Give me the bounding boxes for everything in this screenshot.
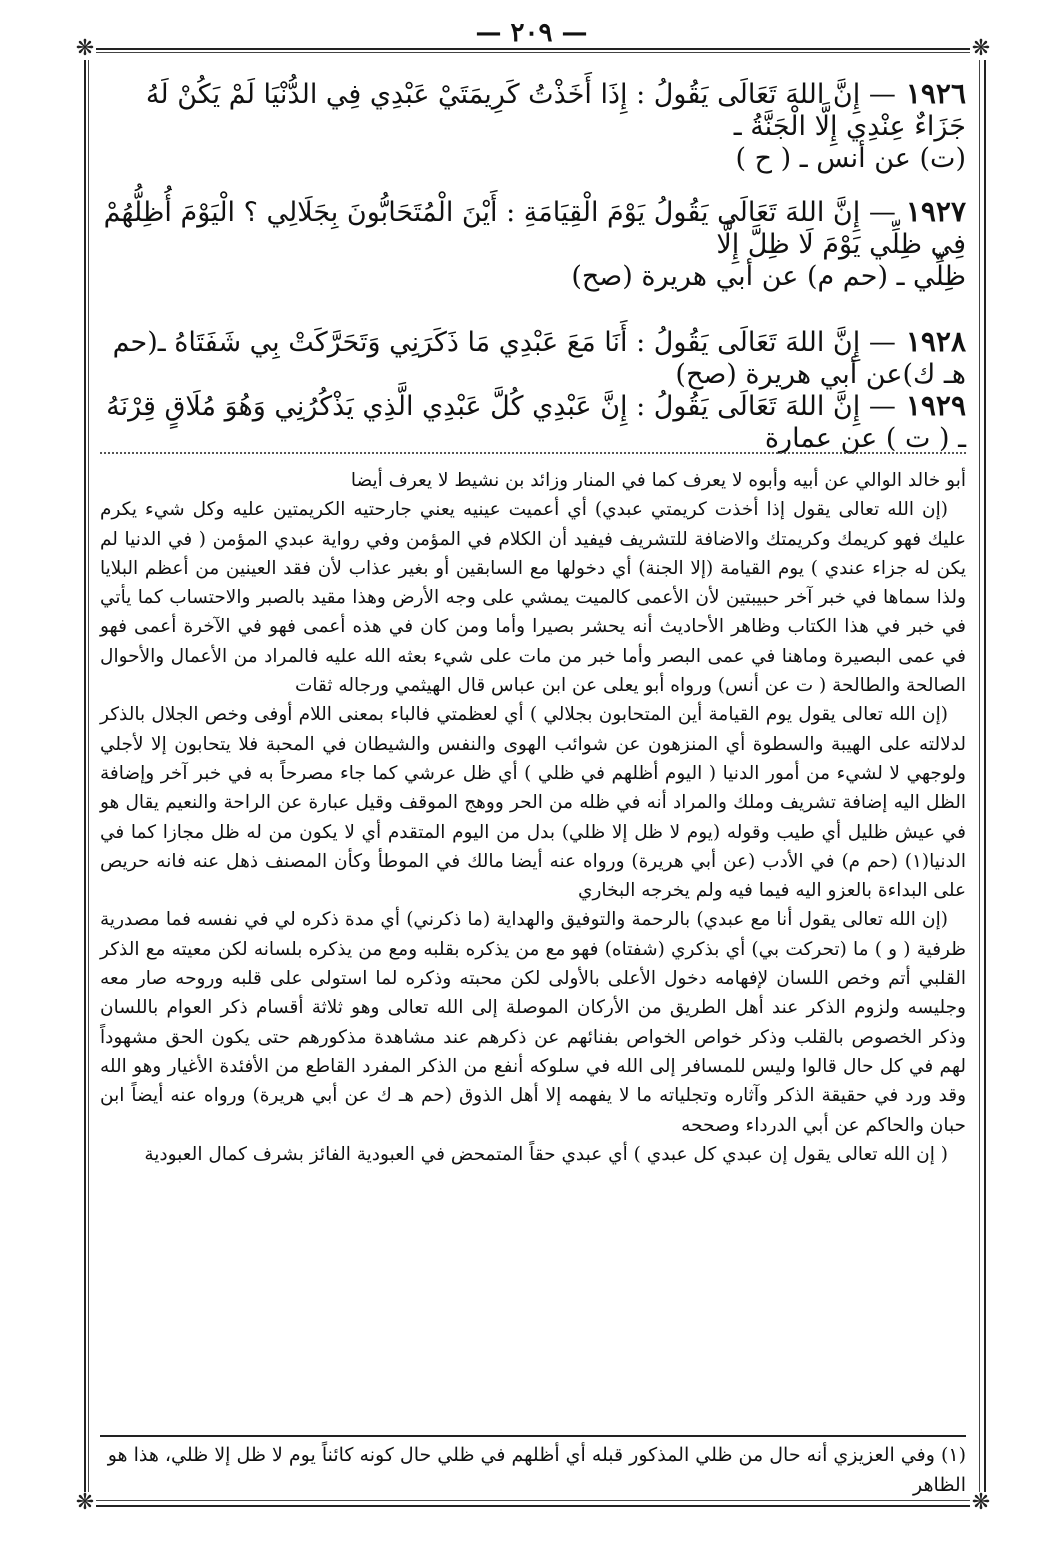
hadith-line: ظِلِّي ـ (حم م) عن أبي هريرة (صح) <box>571 261 966 292</box>
hadith-number: ١٩٢٧ <box>905 195 966 228</box>
footnote: (١) وفي العزيزي أنه حال من ظلي المذكور قبله أي أظلهم في ظلي حال كونه كائناً يوم لا ظل إلا ظلي، هذا هو الظاهر <box>107 1444 966 1496</box>
hadith-1929 <box>100 390 966 455</box>
hadith-text: — إِنَّ اللهَ تَعَالَى يَقُولُ : إِنَّ عَبْدِي كُلَّ عَبْدِي الَّذِي يَذْكُرُنِي وَهُوَ مُلَاقٍ قِرْنَهُ ـ ( ت ) عن عمارة <box>106 391 966 454</box>
hadith-text: — إِنَّ اللهَ تَعَالَى يَقُولُ : إِذَا أَخَذْتُ كَرِيمَتَيْ عَبْدِي فِي الدُّنْيَا لَمْ يَكُنْ لَهُ جَزَاءٌ عِنْدِي إِلَّا الْجَنَّةُ ـ <box>145 79 966 142</box>
commentary-paragraph: ( إن الله تعالى يقول إن عبدي كل عبدي ) أي عبدي حقاً المتمحض في العبودية الفائز بشرف كمال العبودية <box>144 1143 948 1165</box>
hadith-line <box>100 390 966 455</box>
footnote-rule <box>100 1435 966 1437</box>
hadith-number: ١٩٢٩ <box>905 389 966 422</box>
hadith-line <box>100 78 966 143</box>
corner-ornament-icon: ❋ <box>75 1490 95 1515</box>
section-divider <box>100 452 966 454</box>
corner-ornament-icon: ❋ <box>971 36 991 61</box>
page-number: — ٢٠٩ — <box>475 18 588 48</box>
commentary-section <box>100 466 966 1169</box>
hadith-number: ١٩٢٦ <box>905 77 966 110</box>
hadith-text: — إِنَّ اللهَ تَعَالَى يَقُولُ : أَنَا مَعَ عَبْدِي مَا ذَكَرَنِي وَتَحَرَّكَتْ بِي شَفَتَاهُ ـ(حم هـ ك)عن أبي هريرة (صح) <box>112 327 966 390</box>
commentary-paragraph: أبو خالد الوالي عن أبيه وأبوه لا يعرف كما في المنار وزائد بن نشيط لا يعرف أيضا <box>350 470 966 491</box>
hadith-1928 <box>100 326 966 391</box>
commentary-paragraph: (إن الله تعالى يقول إذا أخذت كريمتي عبدي) أي أعميت عينيه يعني جارحتيه الكريمتين عليه وكل شيء يكرم عليك فهو كريمك وكريمتك والاضافة للتشريف فيفيد أن الكلام في المؤمن وفي رواية عبدي المؤمن ( في الدنيا لم يكن له جزاء عندي ) يوم القيامة (إلا الجنة) أي دخولها مع السابقين أو بغير عذاب لأن فقد العينين من أعظم البلايا ولذا سماها في خبر آخر حبيبتين لأن الأعمى كالميت يمشي على وجه الأرض وهذا مقيد بالصبر والاحتساب كما يأتي في خبر في هذا الكتاب وظاهر الأحاديث أنه يحشر بصيرا وأما ومن كان في هذه أعمى فهو في الآخرة أعمى فهو في عمى البصيرة وماهنا في عمى البصر وأما خبر من مات على شيء بعثه الله عليه فالمراد من الأعمال والأحوال الصالحة والطالحة ( ت عن أنس) ورواه أبو يعلى عن ابن عباس قال الهيثمي ورجاله ثقات <box>100 499 966 697</box>
hadith-line <box>100 196 966 261</box>
commentary-paragraph: (إن الله تعالى يقول أنا مع عبدي) بالرحمة والتوفيق والهداية (ما ذكرني) أي مدة ذكره لي في نفسه فما مصدرية ظرفية ( و ) ما (تحركت بي) أي بذكري (شفتاه) فهو مع من يذكره بقلبه ومع من يذكره بلسانه لكن معيته مع الذكر القلبي أتم وخص اللسان لإفهامه دخول الأعلى بالأولى لكن محبته وذكره لما استولى على قلبه وروحه صار معه وجليسه ولزوم الذكر عند أهل الطريق من الأركان الموصلة إلى الله تعالى وهو ثلاثة أقسام ذكر العوام باللسان وذكر الخصوص بالقلب وذكر خواص الخواص بفنائهم عن ذكرهم عند مشاهدة مذكورهم حتى يكون الحق مشهوداً لهم في كل حال قالوا وليس للمسافر إلى الله في سلوكه أنفع من الذكر المفرد القاطع من الأفئدة الأغيار وهو الله وقد ورد في حقيقة الذكر وآثاره وتجلياته ما لا يفهمه إلا أهل الذوق (حم هـ ك عن أبي هريرة) ورواه عنه أيضاً ابن حبان والحاكم عن أبي الدرداء وصححه <box>100 909 966 1136</box>
hadith-1926 <box>100 78 966 183</box>
hadith-number: ١٩٢٨ <box>905 325 966 358</box>
hadith-line <box>100 326 966 391</box>
hadith-line: (ت) عن أنس ـ ( ح ) <box>735 143 966 174</box>
corner-ornament-icon: ❋ <box>75 36 95 61</box>
hadith-1927 <box>100 196 966 301</box>
commentary-paragraph: (إن الله تعالى يقول يوم القيامة أين المتحابون بجلالي ) أي لعظمتي فالباء بمعنى اللام أوفى وخص الجلال بالذكر لدلالته على الهيبة والسطوة أي المنزهون عن شوائب الهوى والنفس والشيطان في المحبة فلا يتحابون إلا لأجلي ولوجهي لا لشيء من أمور الدنيا ( اليوم أظلهم في ظلي ) أي ظل عرشي كما جاء مصرحاً به في خبر آخر وإضافة الظل اليه إضافة تشريف وملك والمراد أنه في ظله من الحر ووهج الموقف وقيل عبارة عن الراحة والنعيم يقال هو في عيش ظليل أي طيب وقوله (يوم لا ظل إلا ظلي) بدل من اليوم المتقدم أي لا يكون من له ظل مجازا كما في الدنيا(١) (حم م) في الأدب (عن أبي هريرة) ورواه عنه أيضا مالك في الموطأ وكأن المصنف ذهل عنه فانه حريص على البداءة بالعزو اليه فيما فيه ولم يخرجه البخاري <box>100 704 966 902</box>
corner-ornament-icon: ❋ <box>971 1490 991 1515</box>
hadith-text: — إِنَّ اللهَ تَعَالَى يَقُولُ يَوْمَ الْقِيَامَةِ : أَيْنَ الْمُتَحَابُّونَ بِجَلَالِي ؟ الْيَوْمَ أُظِلُّهُمْ فِي ظِلِّي يَوْمَ لَا ظِلَّ إِلَّا <box>103 197 966 260</box>
